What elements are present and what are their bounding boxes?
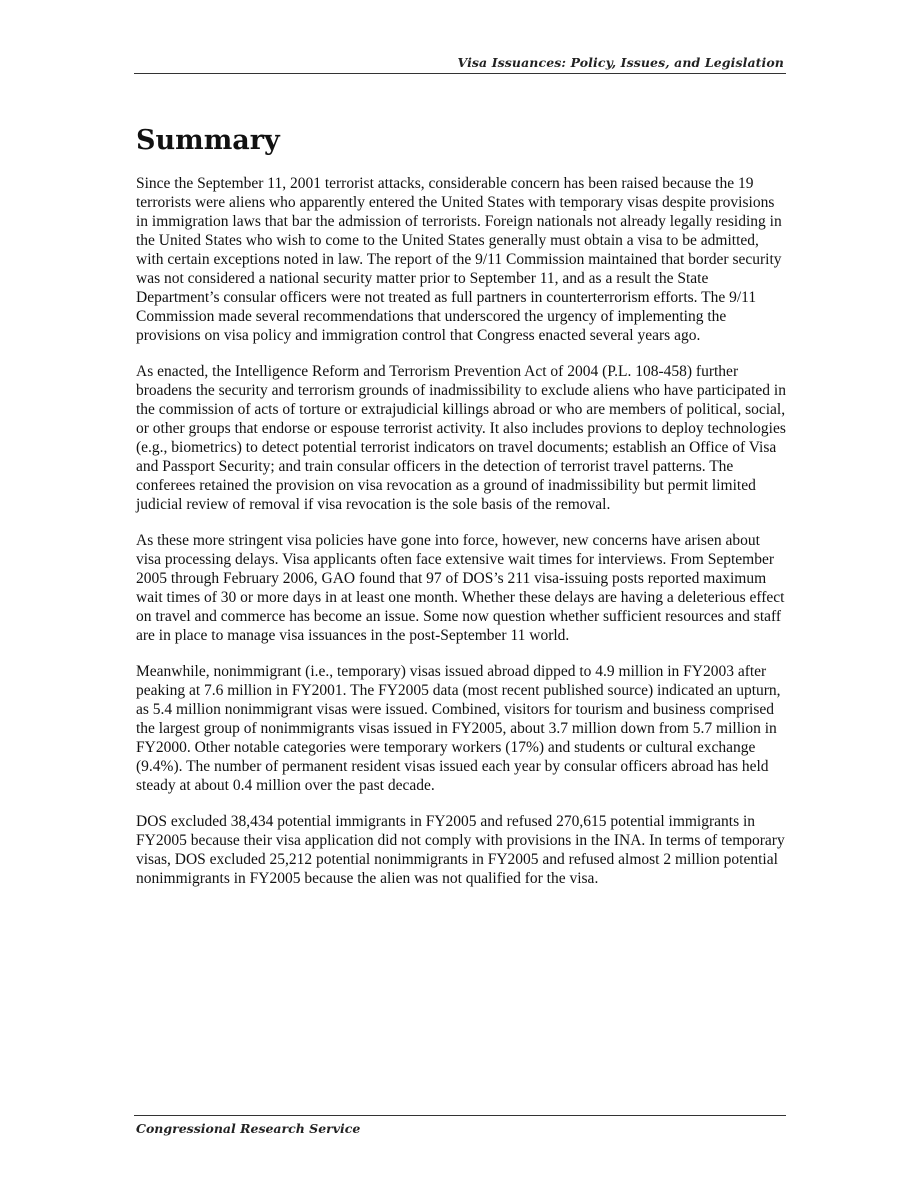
page-content xyxy=(136,122,786,905)
page-title: Summary xyxy=(136,125,280,156)
running-footer xyxy=(134,1115,786,1136)
summary-paragraph-2: As enacted, the Intelligence Reform and Terrorism Prevention Act of 2004 (P.L. 108-458) further broadens the security and terrorism grounds of inadmissibility to exclude aliens who have participated in the commission of acts of torture or extrajudicial killings abroad or who are members of political, social, or other groups that endorse or espouse terrorist activity. It also includes provions to deploy technologies (e.g., biometrics) to detect potential terrorist indicators on travel documents; establish an Office of Visa and Passport Security; and train consular officers in the detection of terrorist travel patterns. The conferees retained the provision on visa revocation as a ground of inadmissibility but permit limited judicial review of removal if visa revocation is the sole basis of the removal. xyxy=(136,363,786,513)
summary-paragraph-4: Meanwhile, nonimmigrant (i.e., temporary) visas issued abroad dipped to 4.9 million in FY2003 after peaking at 7.6 million in FY2001. The FY2005 data (most recent published source) indicated an upturn, as 5.4 million nonimmigrant visas were issued. Combined, visitors for tourism and business comprised the largest group of nonimmigrants visas issued in FY2005, about 3.7 million down from 5.7 million in FY2000. Other notable categories were temporary workers (17%) and students or cultural exchange (9.4%). The number of permanent resident visas issued each year by consular officers abroad has held steady at about 0.4 million over the past decade. xyxy=(136,663,781,794)
summary-paragraph-1: Since the September 11, 2001 terrorist attacks, considerable concern has been raised because the 19 terrorists were aliens who apparently entered the United States with temporary visas despite provisions in immigration laws that bar the admission of terrorists. Foreign nationals not already legally residing in the United States who wish to come to the United States generally must obtain a visa to be admitted, with certain exceptions noted in law. The report of the 9/11 Commission maintained that border security was not considered a national security matter prior to September 11, and as a result the State Department’s consular officers were not treated as full partners in counterterrorism efforts. The 9/11 Commission made several recommendations that underscored the urgency of implementing the provisions on visa policy and immigration control that Congress enacted several years ago. xyxy=(136,175,782,344)
summary-paragraph-5: DOS excluded 38,434 potential immigrants in FY2005 and refused 270,615 potential immigrants in FY2005 because their visa application did not comply with provisions in the INA. In terms of temporary visas, DOS excluded 25,212 potential nonimmigrants in FY2005 and refused almost 2 million potential nonimmigrants in FY2005 because the alien was not qualified for the visa. xyxy=(136,813,785,887)
running-header xyxy=(134,52,786,74)
summary-paragraph-3: As these more stringent visa policies have gone into force, however, new concerns have arisen about visa processing delays. Visa applicants often face extensive wait times for interviews. From September 2005 through February 2006, GAO found that 97 of DOS’s 211 visa-issuing posts reported maximum wait times of 30 or more days in at least one month. Whether these delays are having a deleterious effect on travel and commerce has become an issue. Some now question whether sufficient resources and staff are in place to manage visa issuances in the post-September 11 world. xyxy=(136,532,785,644)
running-header-title: Visa Issuances: Policy, Issues, and Legislation xyxy=(457,55,784,70)
footer-source: Congressional Research Service xyxy=(136,1121,361,1136)
